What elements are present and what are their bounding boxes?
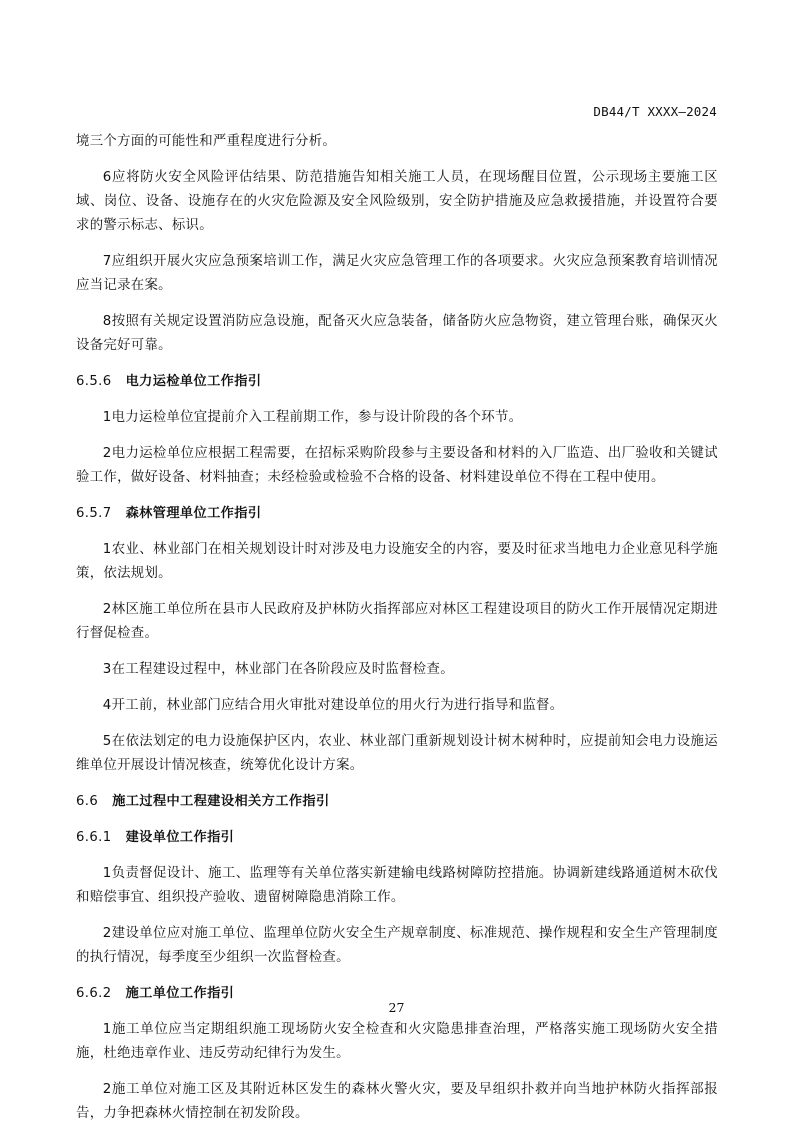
section-number: 6.6.2 [76, 986, 112, 1001]
paragraph: 2林区施工单位所在县市人民政府及护林防火指挥部应对林区工程建设项目的防火工作开展情况定期进行督促检查。 [76, 602, 718, 641]
section-number: 6.6 [76, 794, 99, 809]
section-title: 森林管理单位工作指引 [125, 506, 262, 521]
paragraph: 境三个方面的可能性和严重程度进行分析。 [76, 134, 337, 149]
section-heading [76, 370, 718, 394]
paragraph: 4开工前，林业部门应结合用火审批对建设单位的用火行为进行指导和监督。 [102, 698, 564, 713]
section-title: 电力运检单位工作指引 [125, 374, 262, 389]
paragraph: 1施工单位应当定期组织施工现场防火安全检查和火灾隐患排查治理，严格落实施工现场防火安全措施，杜绝违章作业、违反劳动纪律行为发生。 [76, 1022, 718, 1061]
paragraph: 2建设单位应对施工单位、监理单位防火安全生产规章制度、标准规范、操作规程和安全生产管理制度的执行情况，每季度至少组织一次监督检查。 [76, 926, 718, 965]
paragraph: 3在工程建设过程中，林业部门在各阶段应及时监督检查。 [102, 662, 454, 677]
section-heading [76, 826, 718, 850]
paragraph: 1农业、林业部门在相关规划设计时对涉及电力设施安全的内容，要及时征求当地电力企业意见科学施策，依法规划。 [76, 542, 718, 581]
section-number: 6.5.6 [76, 374, 112, 389]
paragraph: 6应将防火安全风险评估结果、防范措施告知相关施工人员，在现场醒目位置，公示现场主要施工区域、岗位、设备、设施存在的火灾危险源及安全风险级别，安全防护措施及应急救援措施，并设置符合要求的警示标志、标识。 [76, 170, 718, 233]
section-number: 6.5.7 [76, 506, 112, 521]
paragraph: 1负责督促设计、施工、监理等有关单位落实新建输电线路树障防控措施。协调新建线路通道树木砍伐和赔偿事宜、组织投产验收、遗留树障隐患消除工作。 [76, 866, 718, 905]
document-body [76, 130, 718, 1138]
section-title: 施工过程中工程建设相关方工作指引 [112, 794, 330, 809]
section-heading [76, 790, 718, 814]
section-heading [76, 502, 718, 526]
section-title: 建设单位工作指引 [125, 830, 235, 845]
paragraph: 2施工单位对施工区及其附近林区发生的森林火警火灾，要及早组织扑救并向当地护林防火指挥部报告，力争把森林火情控制在初发阶段。 [76, 1082, 718, 1121]
paragraph: 5在依法划定的电力设施保护区内，农业、林业部门重新规划设计树木树种时，应提前知会电力设施运维单位开展设计情况核查，统筹优化设计方案。 [76, 734, 718, 773]
document-code: DB44/T XXXX—2024 [593, 104, 717, 119]
page-number: 27 [388, 1000, 405, 1015]
section-title: 施工单位工作指引 [125, 986, 235, 1001]
section-number: 6.6.1 [76, 830, 112, 845]
paragraph: 8按照有关规定设置消防应急设施，配备灭火应急装备，储备防火应急物资，建立管理台账，确保灭火设备完好可靠。 [76, 314, 718, 353]
paragraph: 2电力运检单位应根据工程需要，在招标采购阶段参与主要设备和材料的入厂监造、出厂验收和关键试验工作，做好设备、材料抽查；未经检验或检验不合格的设备、材料建设单位不得在工程中使用。 [76, 446, 718, 485]
paragraph: 7应组织开展火灾应急预案培训工作，满足火灾应急管理工作的各项要求。火灾应急预案教育培训情况应当记录在案。 [76, 254, 718, 293]
paragraph: 1电力运检单位宜提前介入工程前期工作，参与设计阶段的各个环节。 [102, 410, 523, 425]
